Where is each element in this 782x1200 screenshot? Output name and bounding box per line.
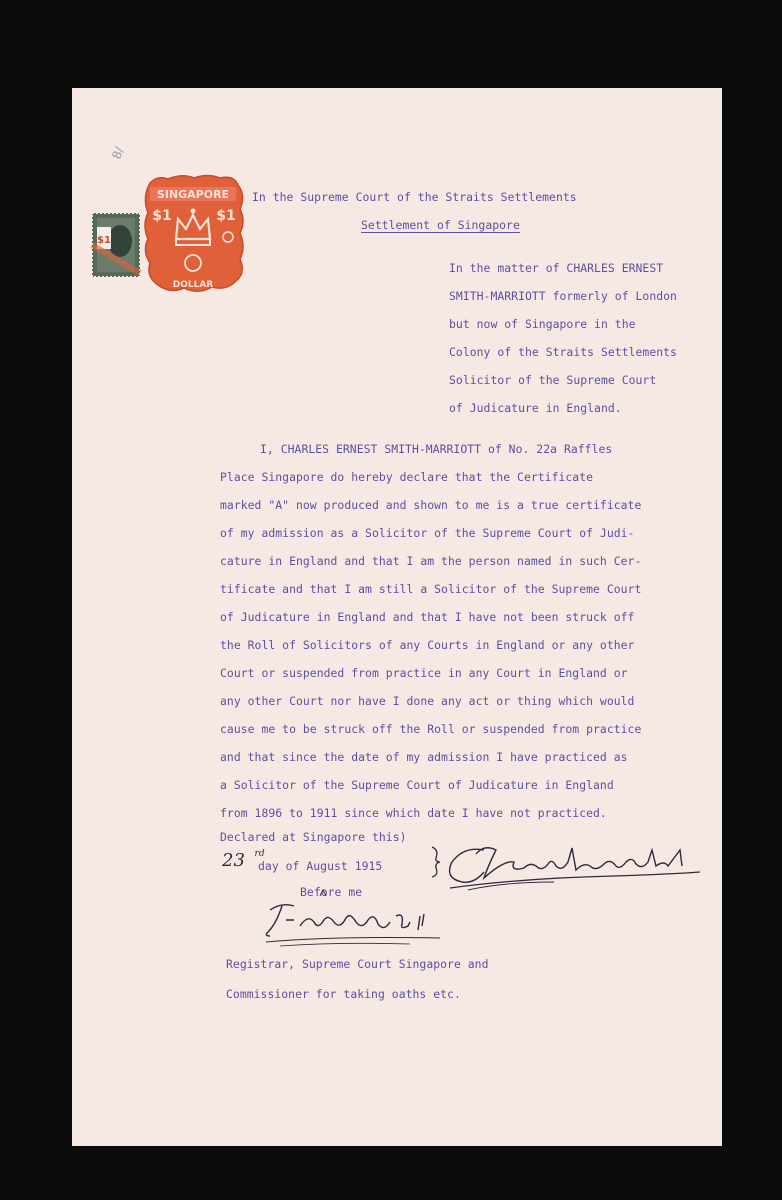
body-line: Court or suspended from practice in any Court in England or — [220, 666, 628, 680]
day-of-august: day of August 1915 — [258, 859, 383, 873]
svg-text:$1: $1 — [152, 208, 172, 224]
court-header: In the Supreme Court of the Straits Settlements — [252, 190, 577, 204]
before-me: Before me — [300, 885, 363, 899]
matter-line: Colony of the Straits Settlements — [449, 345, 677, 359]
adhesive-stamp-icon — [92, 213, 140, 277]
body-line: cature in England and that I am the person named in such Cer- — [220, 554, 642, 568]
body-line: of my admission as a Solicitor of the Supreme Court of Judi- — [220, 526, 635, 540]
svg-text:$1: $1 — [97, 235, 111, 246]
matter-line: of Judicature in England. — [449, 401, 622, 415]
registrar-signature — [260, 896, 460, 954]
body-line: the Roll of Solicitors of any Courts in England or any other — [220, 638, 635, 652]
svg-text:SINGAPORE: SINGAPORE — [156, 188, 230, 201]
body-line: of Judicature in England and that I have not been struck off — [220, 610, 635, 624]
handwritten-day: 23 $^{rd}$ — [222, 849, 265, 871]
document-page — [72, 88, 722, 1146]
revenue-stamp — [97, 173, 248, 305]
matter-line: Solicitor of the Supreme Court — [449, 373, 657, 387]
body-line: tificate and that I am still a Solicitor of the Supreme Court — [220, 582, 642, 596]
deponent-signature — [444, 832, 704, 898]
body-line: marked "A" now produced and shown to me is a true certificate — [220, 498, 642, 512]
body-line: I, CHARLES ERNEST SMITH-MARRIOTT of No. 22a Raffles — [260, 442, 613, 456]
brace-mark — [430, 846, 442, 882]
registrar-title-line1: Registrar, Supreme Court Singapore and — [226, 957, 489, 971]
settlement-heading: Settlement of Singapore — [361, 218, 520, 232]
matter-line: SMITH-MARRIOTT formerly of London — [449, 289, 677, 303]
body-line: and that since the date of my admission I have practiced as — [220, 750, 628, 764]
body-line: a Solicitor of the Supreme Court of Judicature in England — [220, 778, 614, 792]
matter-line: but now of Singapore in the — [449, 317, 636, 331]
svg-text:$1: $1 — [216, 208, 236, 224]
declared-at: Declared at Singapore this) — [220, 830, 407, 844]
body-line: any other Court nor have I done any act or thing which would — [220, 694, 635, 708]
embossed-dollar-stamp-icon — [145, 176, 243, 292]
matter-line: In the matter of CHARLES ERNEST — [449, 261, 664, 275]
pencil-mark: 8/ — [109, 145, 127, 161]
registrar-title-line2: Commissioner for taking oaths etc. — [226, 987, 461, 1001]
body-line: from 1896 to 1911 since which date I have not practiced. — [220, 806, 607, 820]
body-line: Place Singapore do hereby declare that the Certificate — [220, 470, 594, 484]
body-line: cause me to be struck off the Roll or suspended from practice — [220, 722, 642, 736]
svg-text:DOLLAR: DOLLAR — [172, 280, 214, 290]
